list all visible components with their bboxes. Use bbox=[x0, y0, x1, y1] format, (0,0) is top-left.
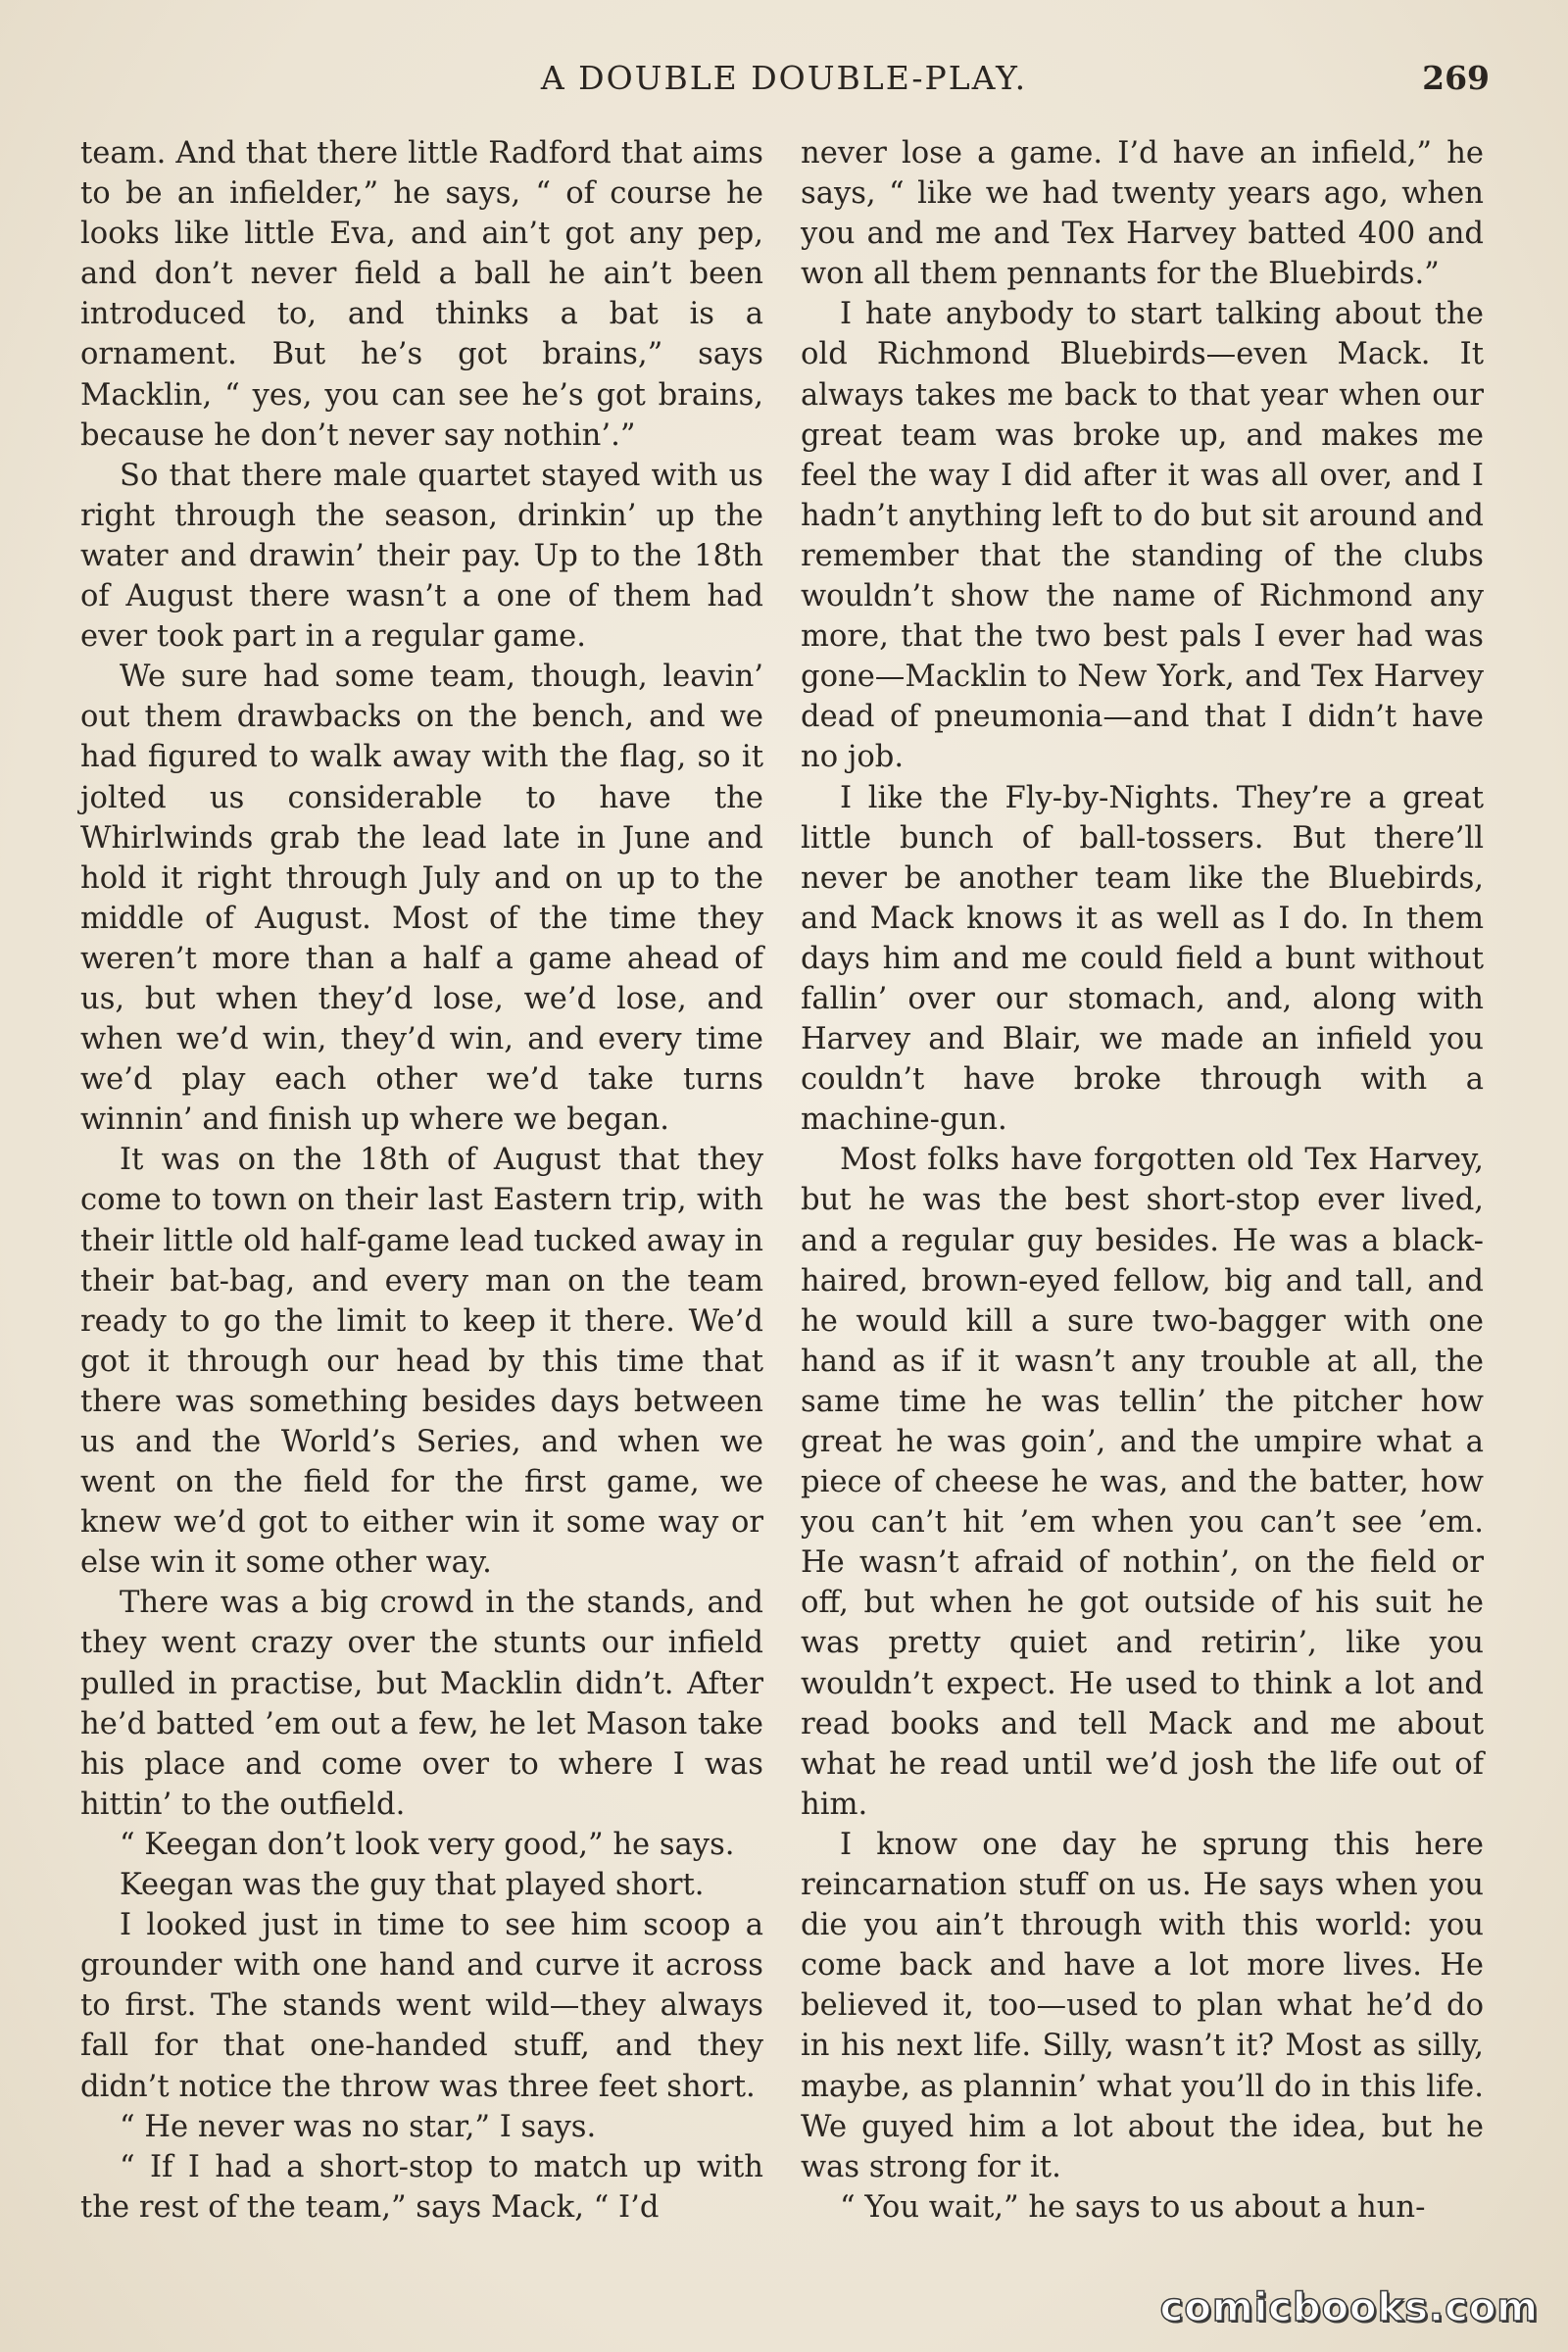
right-column bbox=[801, 133, 1484, 2228]
paragraph: So that there male quartet stayed with us right through the season, drinkin’ up the water and drawin’ their pay. Up to the 18th of August there wasn’t a one of them had ever took part in a regular game. bbox=[80, 458, 763, 655]
paragraph: We sure had some team, though, leavin’ out them drawbacks on the bench, and we had figured to walk away with the flag, so it jolted us considerable to have the Whirlwinds grab the lead late in June and hold it right through July and on up to the middle of August. Most of the time they weren’t more than a half a game ahead of us, but when they’d lose, we’d lose, and when we’d win, they’d win, and every time we’d play each other we’d take turns winnin’ and finish up where we began. bbox=[80, 660, 763, 1138]
paragraph: There was a big crowd in the stands, and they went crazy over the stunts our infield pulled in practise, but Macklin didn’t. After he’d batted ’em out a few, he let Mason take his place and come over to where I was hittin’ to the outfield. bbox=[80, 1586, 763, 1822]
paragraph: “ You wait,” he says to us about a hun- bbox=[840, 2189, 1426, 2225]
paragraph: “ Keegan don’t look very good,” he says. bbox=[120, 1827, 735, 1862]
left-column bbox=[80, 133, 763, 2228]
page-header bbox=[78, 59, 1490, 118]
paragraph: I hate anybody to start talking about the old Richmond Bluebirds—even Mack. It always takes me back to that year when our great team was broke up, and makes me feel the way I did after it was all over, and I hadn’t anything left to do but sit around and remember that the standing of the clubs wouldn’t show the name of Richmond any more, that the two best pals I ever had was gone—Macklin to New York, and Tex Harvey dead of pneumonia—and that I didn’t have no job. bbox=[801, 297, 1484, 775]
paragraph: I looked just in time to see him scoop a grounder with one hand and curve it across to first. The stands went wild—they always fall for that one-handed stuff, and they didn’t notice the throw was three feet short. bbox=[80, 1908, 763, 2104]
paragraph: I know one day he sprung this here reincarnation stuff on us. He says when you die you ain’t through with this world: you come back and have a lot more lives. He believed it, too—used to plan what he’d do in his next life. Silly, wasn’t it? Most as silly, maybe, as plannin’ what you’ll do in this life. We guyed him a lot about the idea, but he was strong for it. bbox=[801, 1827, 1484, 2184]
paragraph: It was on the 18th of August that they come to town on their last Eastern trip, with their little old half-game lead tucked away in their bat-bag, and every man on the team ready to go the limit to keep it there. We’d got it through our head by this time that there was something besides days between us and the World’s Series, and when we went on the field for the first game, we knew we’d got to either win it some way or else win it some other way. bbox=[80, 1143, 763, 1581]
paragraph: “ If I had a short-stop to match up with the rest of the team,” says Mack, “ I’d bbox=[80, 2149, 763, 2225]
paragraph: I like the Fly-by-Nights. They’re a great little bunch of ball-tossers. But there’ll never be another team like the Bluebirds, and Mack knows it as well as I do. In them days him and me could field a bunt without fallin’ over our stomach, and, along with Harvey and Blair, we made an infield you couldn’t have broke through with a machine-gun. bbox=[801, 780, 1484, 1138]
paragraph: Most folks have forgotten old Tex Harvey, but he was the best short-stop ever lived, and a regular guy besides. He was a black-haired, brown-eyed fellow, big and tall, and he would kill a sure two-bagger with one hand as if it wasn’t any trouble at all, the same time he was tellin’ the pitcher how great he was goin’, and the umpire what a piece of cheese he was, and the batter, how you can’t hit ’em when you can’t see ’em. He wasn’t afraid of nothin’, on the field or off, but when he got outside of his suit he was pretty quiet and retirin’, like you wouldn’t expect. He used to think a lot and read books and tell Mack and me about what he read until we’d josh the life out of him. bbox=[801, 1143, 1484, 1822]
running-head: A DOUBLE DOUBLE-PLAY. bbox=[540, 59, 1028, 97]
watermark: comicbooks.com bbox=[1159, 2285, 1539, 2330]
paragraph: Keegan was the guy that played short. bbox=[120, 1868, 705, 1903]
paragraph: never lose a game. I’d have an infield,” he says, “ like we had twenty years ago, when you and me and Tex Harvey batted 400 and won all them pennants for the Bluebirds.” bbox=[801, 136, 1484, 292]
paragraph: team. And that there little Radford that aims to be an infielder,” he says, “ of course he looks like little Eva, and ain’t got any pep, and don’t never field a ball he ain’t been introduced to, and thinks a bat is a ornament. But he’s got brains,” says Macklin, “ yes, you can see he’s got brains, because he don’t never say nothin’.” bbox=[80, 136, 763, 453]
page-number: 269 bbox=[1422, 59, 1490, 97]
paragraph: “ He never was no star,” I says. bbox=[120, 2109, 597, 2144]
